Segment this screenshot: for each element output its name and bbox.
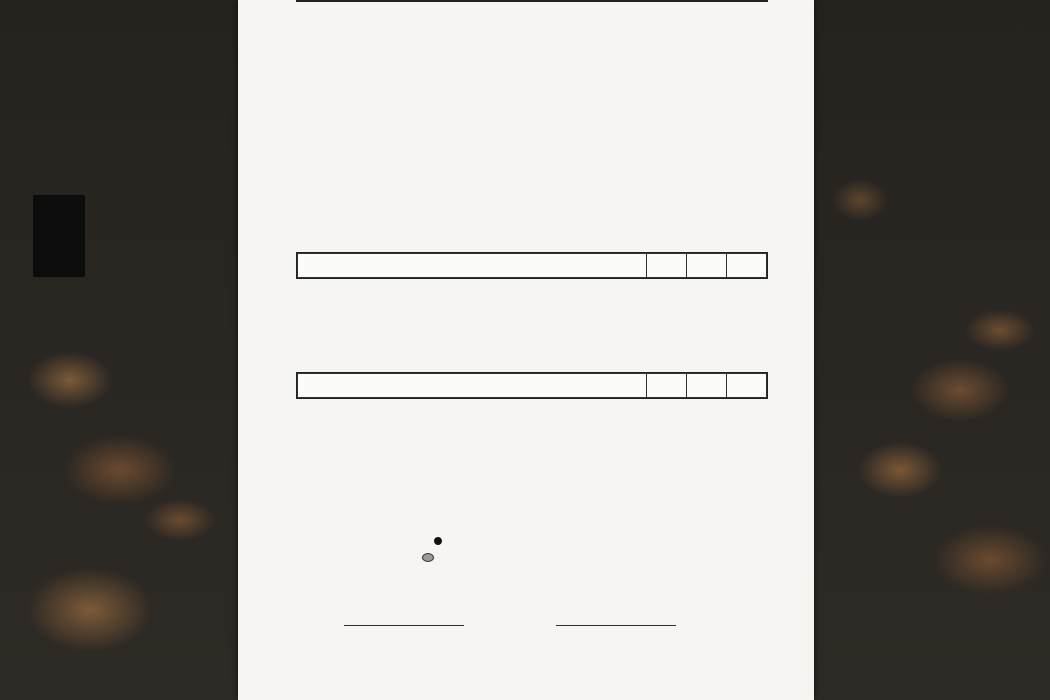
signature-line-left [344, 625, 464, 626]
section-underside [296, 252, 768, 279]
section-final [296, 372, 768, 399]
col-ei-header [686, 254, 726, 278]
signature-line-right [556, 625, 676, 626]
black-dot-icon [434, 537, 442, 545]
col-korjattu-header [726, 254, 766, 278]
col-ok-header [646, 374, 686, 398]
col-ei-header [686, 374, 726, 398]
section-title [298, 254, 647, 278]
section-title [298, 374, 647, 398]
section-top [296, 0, 768, 2]
eye-icon [422, 553, 434, 562]
col-ok-header [646, 254, 686, 278]
legend-visual [422, 552, 438, 562]
binder-clip [33, 195, 85, 277]
col-korjattu-header [726, 374, 766, 398]
checklist-paper [238, 0, 814, 700]
legend-extra [434, 535, 446, 545]
